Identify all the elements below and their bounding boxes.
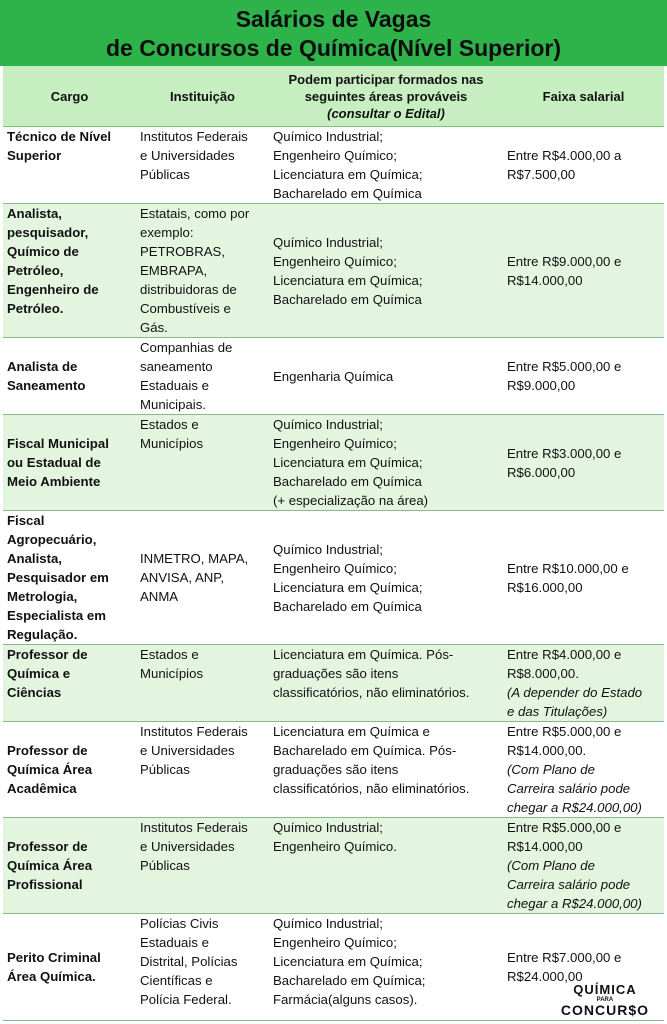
faixa-line: Entre R$4.000,00 e: [507, 647, 622, 662]
cargo-line: Técnico de Nível: [7, 129, 112, 144]
table-row: [3, 645, 664, 722]
areas-line: (+ especialização na área): [273, 493, 429, 508]
instituicao-line: Públicas: [140, 858, 190, 873]
cell-cargo: [3, 511, 136, 645]
instituicao-line: Institutos Federais: [140, 129, 248, 144]
cargo-line: Químico de: [7, 244, 79, 259]
cargo-line: Acadêmica: [7, 781, 77, 796]
faixa-line: Entre R$7.000,00 e: [507, 950, 622, 965]
areas-line: classificatórios, não eliminatórios.: [273, 685, 470, 700]
faixa-line: R$24.000,00: [507, 969, 583, 984]
faixa-line: R$7.500,00: [507, 167, 576, 182]
cell-instituicao: [136, 204, 269, 338]
cargo-line: Área Química.: [7, 969, 96, 984]
instituicao-line: Municipais.: [140, 397, 206, 412]
cargo-line: Professor de: [7, 743, 88, 758]
cell-faixa: [503, 722, 664, 818]
cell-instituicao: [136, 338, 269, 415]
cargo-line: ou Estadual de: [7, 455, 101, 470]
instituicao-line: EMBRAPA,: [140, 263, 208, 278]
faixa-line: R$8.000,00.: [507, 666, 579, 681]
table-row: [3, 338, 664, 415]
header-cargo: Cargo: [3, 66, 136, 127]
cell-cargo: [3, 338, 136, 415]
cell-faixa: [503, 415, 664, 511]
table-row: [3, 818, 664, 914]
header-areas-line1: Podem participar formados nas: [288, 71, 484, 87]
page-title: [0, 0, 667, 66]
cargo-line: Analista de: [7, 359, 78, 374]
cell-instituicao: [136, 127, 269, 204]
faixa-line: Entre R$5.000,00 e: [507, 724, 622, 739]
table-body: [3, 127, 664, 1021]
instituicao-line: Estados e: [140, 417, 199, 432]
instituicao-line: e Universidades: [140, 743, 235, 758]
table-row: [3, 204, 664, 338]
instituicao-line: PETROBRAS,: [140, 244, 226, 259]
cell-areas: [269, 645, 503, 722]
areas-line: graduações são itens: [273, 666, 399, 681]
faixa-note-line: e das Titulações): [507, 704, 608, 719]
areas-line: Licenciatura em Química;: [273, 579, 423, 595]
title-line-1: Salários de Vagas: [235, 6, 432, 32]
header-areas-line2: seguintes áreas prováveis: [304, 88, 468, 104]
cargo-line: Profissional: [7, 877, 83, 892]
areas-line: Químico Industrial;: [273, 916, 383, 931]
cell-areas: [269, 511, 503, 645]
cell-instituicao: [136, 818, 269, 914]
table-row: [3, 127, 664, 204]
cell-cargo: [3, 914, 136, 1021]
cell-faixa: [503, 818, 664, 914]
quimica-para-concurso-logo: [561, 982, 649, 1018]
faixa-line: Entre R$10.000,00 e: [507, 560, 629, 576]
cell-cargo: [3, 645, 136, 722]
cell-faixa: [503, 511, 664, 645]
cell-cargo: [3, 818, 136, 914]
areas-line: Engenheiro Químico;: [273, 935, 397, 950]
logo-line-1: QUÍMICA: [573, 982, 637, 997]
faixa-note-line: (A depender do Estado: [507, 685, 643, 700]
cargo-line: Ciências: [7, 685, 62, 700]
cell-cargo: [3, 204, 136, 338]
instituicao-line: Públicas: [140, 762, 190, 777]
logo-line-2: PARA: [596, 997, 614, 1003]
cell-faixa: [503, 645, 664, 722]
areas-line: Licenciatura em Química;: [273, 272, 423, 288]
faixa-note-line: Carreira salário pode: [507, 781, 631, 796]
areas-line: Químico Industrial;: [273, 417, 383, 432]
instituicao-line: Estaduais e: [140, 378, 209, 393]
faixa-line: Entre R$4.000,00 a: [507, 148, 622, 163]
instituicao-line: e Universidades: [140, 839, 235, 854]
faixa-line: R$14.000,00: [507, 839, 583, 854]
cargo-line: Analista,: [7, 206, 62, 221]
instituicao-line: Municípios: [140, 436, 204, 451]
instituicao-line: Institutos Federais: [140, 820, 248, 835]
areas-line: Químico Industrial;: [273, 820, 383, 835]
instituicao-line: Públicas: [140, 167, 190, 182]
instituicao-line: Combustíveis e: [140, 301, 231, 316]
instituicao-line: Polícia Federal.: [140, 992, 232, 1007]
table-header-row: [3, 66, 664, 127]
cargo-line: Perito Criminal: [7, 950, 101, 965]
areas-line: Químico Industrial;: [273, 234, 383, 250]
areas-line: Engenheiro Químico;: [273, 436, 397, 451]
areas-line: Engenheiro Químico;: [273, 560, 397, 576]
faixa-note-line: (Com Plano de: [507, 762, 595, 777]
header-areas-note: (consultar o Edital): [327, 105, 445, 121]
cargo-line: Analista,: [7, 551, 62, 566]
cell-faixa: [503, 204, 664, 338]
cargo-line: Fiscal Municipal: [7, 436, 109, 451]
cell-areas: [269, 415, 503, 511]
areas-line: Bacharelado em Química;: [273, 973, 426, 988]
areas-line: Engenheiro Químico;: [273, 148, 397, 163]
areas-line: classificatórios, não eliminatórios.: [273, 781, 470, 796]
areas-line: Licenciatura em Química;: [273, 167, 423, 182]
cell-areas: [269, 914, 503, 1021]
instituicao-line: e Universidades: [140, 148, 235, 163]
instituicao-line: ANVISA, ANP,: [140, 570, 225, 585]
areas-line: Licenciatura em Química;: [273, 455, 423, 470]
areas-line: Engenheiro Químico.: [273, 839, 397, 854]
cargo-line: Superior: [7, 148, 62, 163]
faixa-line: R$6.000,00: [507, 464, 576, 480]
instituicao-line: Institutos Federais: [140, 724, 248, 739]
cargo-line: Professor de: [7, 839, 88, 854]
areas-line: Licenciatura em Química;: [273, 954, 423, 969]
cell-cargo: [3, 722, 136, 818]
cargo-line: Química Área: [7, 762, 93, 777]
cell-instituicao: [136, 415, 269, 511]
cell-cargo: [3, 415, 136, 511]
instituicao-line: Estaduais e: [140, 935, 209, 950]
title-line-2: de Concursos de Química(Nível Superior): [106, 35, 561, 61]
areas-line: Bacharelado em Química. Pós-: [273, 743, 457, 758]
cell-instituicao: [136, 914, 269, 1021]
cargo-line: Professor de: [7, 647, 88, 662]
faixa-note-line: chegar a R$24.000,00): [507, 896, 642, 911]
areas-line: Farmácia(alguns casos).: [273, 992, 418, 1007]
areas-line: Bacharelado em Química: [273, 186, 422, 201]
cell-cargo: [3, 127, 136, 204]
table-row: [3, 511, 664, 645]
cargo-line: Pesquisador em: [7, 570, 109, 585]
table-row: [3, 415, 664, 511]
cell-areas: [269, 204, 503, 338]
areas-line: Engenheiro Químico;: [273, 253, 397, 269]
header-instituicao: Instituição: [136, 66, 269, 127]
areas-line: Licenciatura em Química. Pós-: [273, 647, 454, 662]
cargo-line: Agropecuário,: [7, 532, 97, 547]
header-faixa: Faixa salarial: [503, 66, 664, 127]
cargo-line: Engenheiro de: [7, 282, 99, 297]
areas-line: graduações são itens: [273, 762, 399, 777]
faixa-line: Entre R$5.000,00 e: [507, 359, 622, 374]
cargo-line: Meio Ambiente: [7, 474, 101, 489]
areas-line: Bacharelado em Química: [273, 291, 422, 307]
cell-instituicao: [136, 722, 269, 818]
instituicao-line: exemplo:: [140, 225, 194, 240]
cell-instituicao: [136, 645, 269, 722]
cargo-line: Regulação.: [7, 627, 78, 642]
faixa-line: R$14.000,00.: [507, 743, 587, 758]
cargo-line: Química Área: [7, 858, 93, 873]
instituicao-line: ANMA: [140, 589, 179, 604]
instituicao-line: Gás.: [140, 320, 168, 335]
instituicao-line: Municípios: [140, 666, 204, 681]
areas-line: Engenharia Química: [273, 368, 394, 384]
faixa-note-line: Carreira salário pode: [507, 877, 631, 892]
cargo-line: Metrologia,: [7, 589, 78, 604]
instituicao-line: Polícias Civis: [140, 916, 219, 931]
cargo-line: Química e: [7, 666, 71, 681]
instituicao-line: Científicas e: [140, 973, 213, 988]
faixa-line: Entre R$9.000,00 e: [507, 253, 622, 269]
cell-faixa: [503, 338, 664, 415]
cargo-line: Petróleo.: [7, 301, 64, 316]
faixa-note-line: chegar a R$24.000,00): [507, 800, 642, 815]
areas-line: Químico Industrial;: [273, 541, 383, 557]
faixa-line: R$14.000,00: [507, 272, 583, 288]
instituicao-line: saneamento: [140, 359, 213, 374]
cell-areas: [269, 338, 503, 415]
cargo-line: Petróleo,: [7, 263, 64, 278]
instituicao-line: Estados e: [140, 647, 199, 662]
cargo-line: Fiscal: [7, 513, 45, 528]
logo-line-3: CONCUR$O: [560, 1002, 649, 1018]
salary-table: [3, 66, 664, 1021]
cargo-line: pesquisador,: [7, 225, 89, 240]
table-row: [3, 722, 664, 818]
cargo-line: Especialista em: [7, 608, 106, 623]
cell-areas: [269, 818, 503, 914]
instituicao-line: Distrital, Polícias: [140, 954, 238, 969]
faixa-line: R$16.000,00: [507, 579, 583, 595]
instituicao-line: Companhias de: [140, 340, 233, 355]
faixa-line: Entre R$3.000,00 e: [507, 445, 622, 461]
areas-line: Licenciatura em Química e: [273, 724, 430, 739]
header-areas: [269, 66, 503, 127]
instituicao-line: distribuidoras de: [140, 282, 237, 297]
areas-line: Bacharelado em Química: [273, 598, 422, 614]
cell-areas: [269, 127, 503, 204]
faixa-line: Entre R$5.000,00 e: [507, 820, 622, 835]
areas-line: Químico Industrial;: [273, 129, 383, 144]
instituicao-line: Estatais, como por: [140, 206, 250, 221]
cargo-line: Saneamento: [7, 378, 86, 393]
faixa-line: R$9.000,00: [507, 378, 576, 393]
cell-areas: [269, 722, 503, 818]
areas-line: Bacharelado em Química: [273, 474, 422, 489]
faixa-note-line: (Com Plano de: [507, 858, 595, 873]
cell-instituicao: [136, 511, 269, 645]
cell-faixa: [503, 127, 664, 204]
instituicao-line: INMETRO, MAPA,: [140, 551, 249, 566]
